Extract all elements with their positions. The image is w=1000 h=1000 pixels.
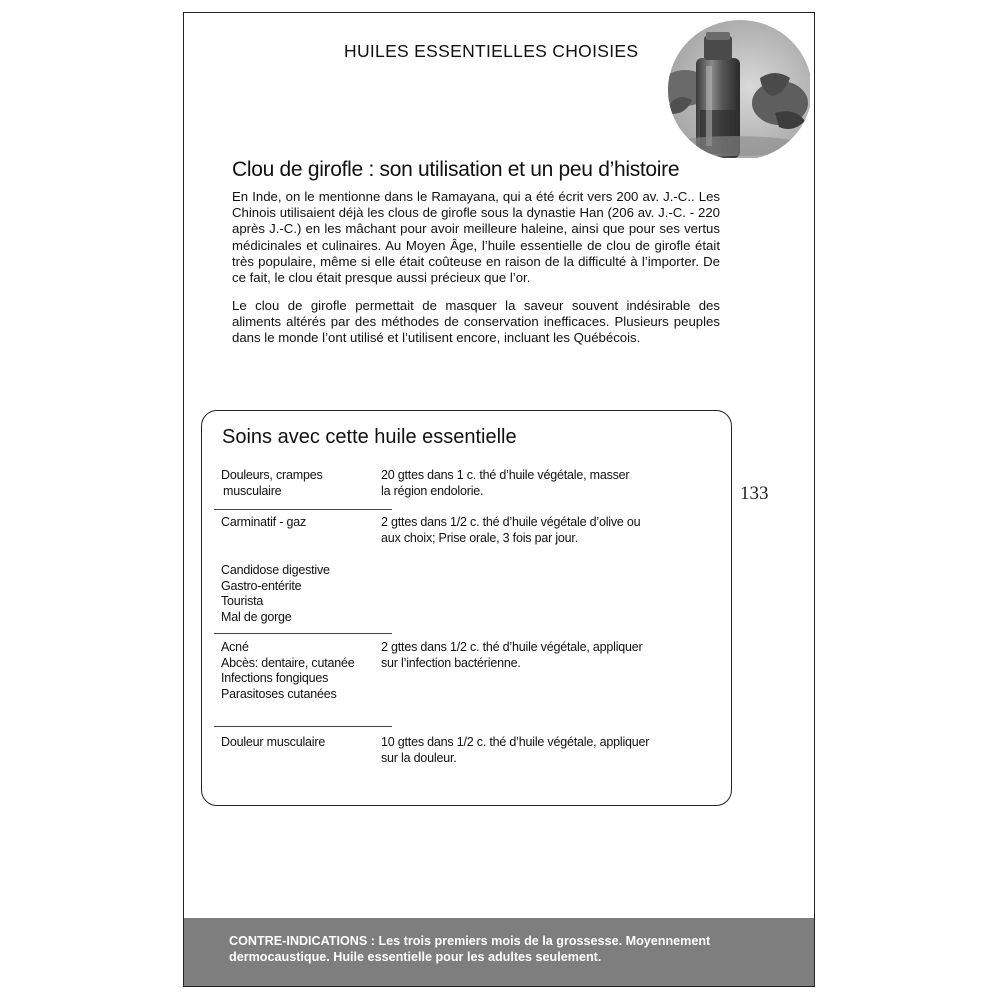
- care-table-box: [201, 410, 732, 806]
- condition-cell: Douleurs, crampes musculaire: [221, 468, 323, 498]
- dosage-cell: 2 gttes dans 1/2 c. thé d’huile végétale, appliquer sur l’infection bactérienne.: [381, 640, 643, 670]
- row-divider: [214, 509, 392, 510]
- usage-paragraph: Le clou de girofle permettait de masquer la saveur souvent indésirable des aliments altérés par des méthodes de conservation inefficaces. Plusieurs peuples dans le monde l’ont utilisé et l’utilisent encore, incluant les Québécois.: [232, 298, 720, 346]
- condition-cell: Douleur musculaire: [221, 735, 326, 749]
- care-title: Soins avec cette huile essentielle: [222, 426, 517, 448]
- book-page: [183, 12, 815, 987]
- dosage-cell: 2 gttes dans 1/2 c. thé d’huile végétale d’olive ou aux choix; Prise orale, 3 fois par jour.: [381, 515, 641, 545]
- condition-cell: Candidose digestive Gastro-entérite Tourista Mal de gorge: [221, 563, 330, 624]
- condition-cell: Carminatif - gaz: [221, 515, 307, 529]
- dosage-cell: 20 gttes dans 1 c. thé d’huile végétale, masser la région endolorie.: [381, 468, 630, 498]
- dosage-cell: 10 gttes dans 1/2 c. thé d’huile végétale, appliquer sur la douleur.: [381, 735, 650, 765]
- contraindications-body: Les trois premiers mois de la grossesse. Moyennement dermocaustique. Huile essentielle pour les adultes seulement.: [229, 934, 711, 964]
- condition-cell: Acné Abcès: dentaire, cutanée Infections fongiques Parasitoses cutanées: [221, 640, 355, 701]
- history-paragraph: En Inde, on le mentionne dans le Ramayana, qui a été écrit vers 200 av. J.-C.. Les Chinois utilisaient déjà les clous de girofle sous la dynastie Han (206 av. J.-C. - 220 après J.-C.) en les mâchant pour avoir meilleure haleine, ainsi que pour ses vertus médicinales et culinaires. Au Moyen Âge, l’huile essentielle de clou de girofle était très populaire, même si elle était coûteuse en raison de la difficulté à l’importer. De ce fait, le clou était presque aussi précieux que l’or.: [232, 189, 720, 286]
- page-number: 133: [740, 483, 769, 504]
- section-title: Clou de girofle : son utilisation et un peu d’histoire: [232, 158, 680, 181]
- chapter-header: HUILES ESSENTIELLES CHOISIES: [344, 41, 639, 61]
- essential-oil-bottle-photo: [660, 18, 810, 158]
- row-divider: [214, 726, 392, 727]
- row-divider: [214, 633, 392, 634]
- contraindications-band: [184, 918, 814, 987]
- contraindications-text: [229, 934, 749, 965]
- contraindications-label: CONTRE-INDICATIONS :: [229, 934, 375, 948]
